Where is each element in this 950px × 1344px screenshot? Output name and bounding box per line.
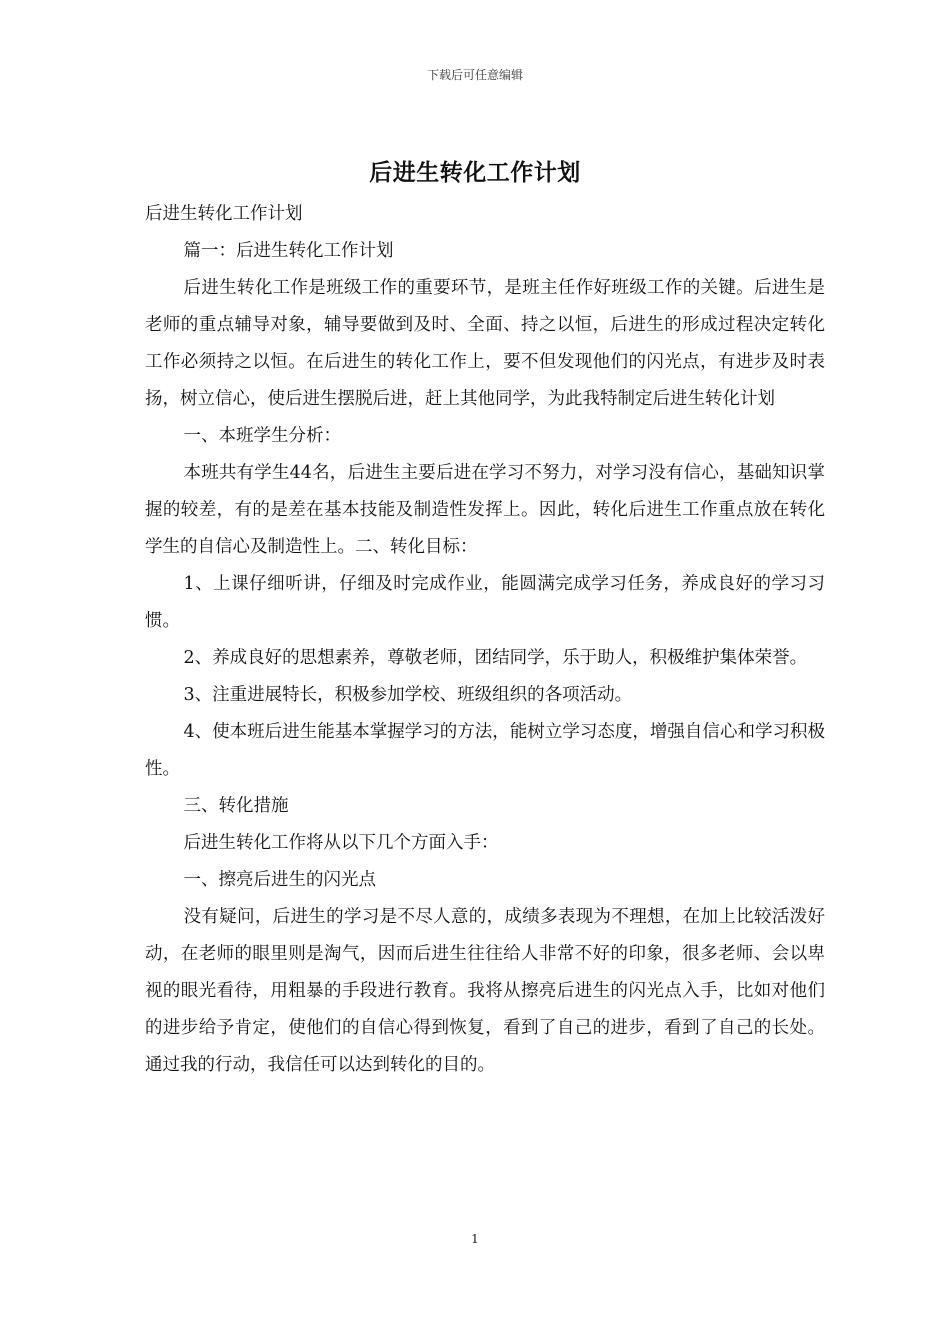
paragraph-heading-measures: 三、转化措施 (183, 796, 289, 816)
paragraph-heading-analysis: 一、本班学生分析： (183, 426, 341, 446)
paragraph-heading-highlight: 一、擦亮后进生的闪光点 (183, 870, 376, 890)
paragraph-subtitle: 后进生转化工作计划 (145, 204, 303, 224)
page-number: 1 (471, 1232, 479, 1246)
header-note: 下载后可任意编辑 (426, 68, 523, 82)
paragraph-goal-2: 2、养成良好的思想素养，尊敬老师，团结同学，乐于助人，积极维护集体荣誉。 (183, 648, 808, 668)
paragraph-section-heading: 篇一：后进生转化工作计划 (183, 241, 394, 261)
document-body (145, 196, 825, 1084)
document-title: 后进生转化工作计划 (369, 159, 581, 186)
paragraph-goal-4: 4、使本班后进生能基本掌握学习的方法，能树立学习态度，增强自信心和学习积极性。 (145, 722, 825, 779)
paragraph-goal-3: 3、注重进展特长，积极参加学校、班级组织的各项活动。 (183, 685, 633, 705)
paragraph-goal-1: 1、上课仔细听讲，仔细及时完成作业，能圆满完成学习任务，养成良好的学习习惯。 (145, 574, 825, 631)
paragraph-analysis: 本班共有学生44名，后进生主要后进在学习不努力，对学习没有信心，基础知识掌握的较差，有的是差在基本技能及制造性发挥上。因此，转化后进生工作重点放在转化学生的自信心及制造性上。二、转化目标： (145, 463, 825, 557)
paragraph-measures-intro: 后进生转化工作将从以下几个方面入手： (183, 833, 499, 853)
paragraph-intro: 后进生转化工作是班级工作的重要环节，是班主任作好班级工作的关键。后进生是老师的重点辅导对象，辅导要做到及时、全面、持之以恒，后进生的形成过程决定转化工作必须持之以恒。在后进生的转化工作上，要不但发现他们的闪光点，有进步及时表扬，树立信心，使后进生摆脱后进，赶上其他同学，为此我特制定后进生转化计划 (145, 278, 825, 409)
paragraph-highlight: 没有疑问，后进生的学习是不尽人意的，成绩多表现为不理想，在加上比较活泼好动，在老师的眼里则是淘气，因而后进生往往给人非常不好的印象，很多老师、会以卑视的眼光看待，用粗暴的手段进行教育。我将从擦亮后进生的闪光点入手，比如对他们的进步给予肯定，使他们的自信心得到恢复，看到了自己的进步，看到了自己的长处。通过我的行动，我信任可以达到转化的目的。 (145, 907, 825, 1075)
